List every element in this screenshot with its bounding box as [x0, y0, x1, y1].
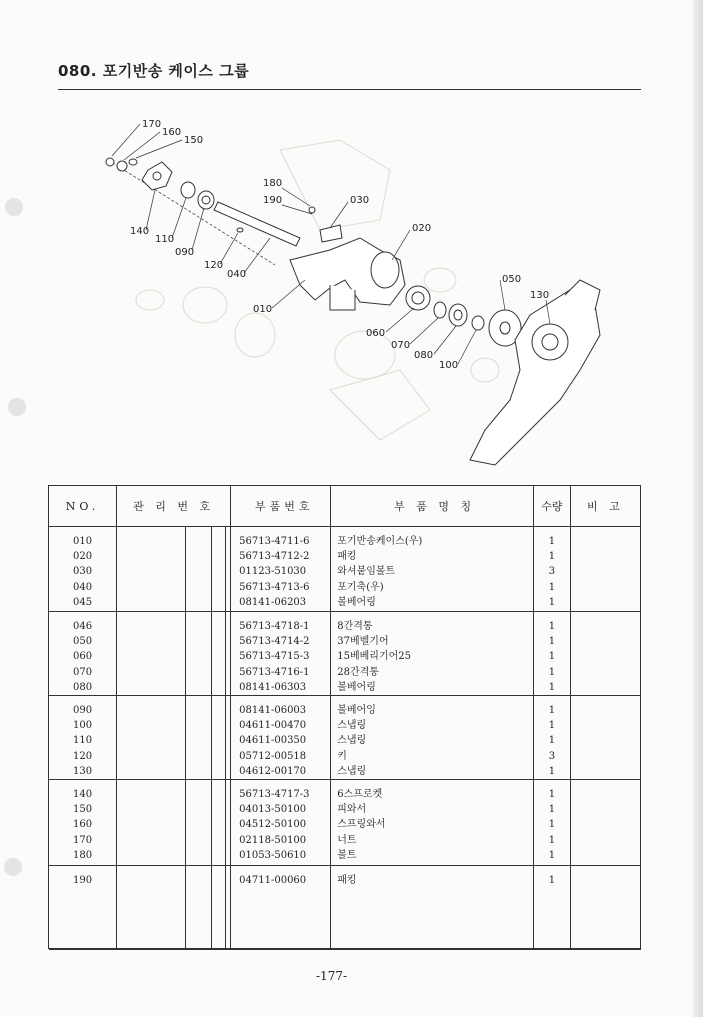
cell-line: 56713-4711-6 — [239, 536, 310, 547]
cell-line: 볼트 — [337, 849, 357, 861]
exploded-parts-diagram — [100, 110, 620, 480]
part-number-cell — [231, 780, 331, 866]
binder-hole — [5, 198, 23, 216]
part-number-cell — [231, 612, 331, 696]
cell-line: 1 — [548, 789, 556, 800]
quantity-cell — [533, 612, 570, 696]
cell-line: 01123-51030 — [239, 566, 307, 578]
cell-line: 1 — [548, 875, 556, 886]
remarks-cell — [570, 780, 640, 866]
cell-line: 1 — [548, 720, 556, 732]
part-name-cell — [331, 527, 534, 612]
cell-line: 110 — [72, 735, 93, 747]
callout-190: 190 — [263, 195, 283, 206]
cell-line: 패킹 — [337, 551, 357, 563]
header-management-number: 관 리 번 호 — [117, 486, 231, 527]
header-no: NO. — [49, 486, 117, 527]
cell-line: 050 — [72, 636, 93, 648]
callout-080: 080 — [414, 350, 434, 361]
cell-line: 56713-4715-3 — [239, 651, 310, 663]
cell-line: 1 — [548, 636, 556, 648]
cell-line: 140 — [72, 789, 93, 800]
callout-130: 130 — [530, 290, 550, 301]
cell-line: 3 — [548, 750, 556, 762]
cell-line: 1 — [548, 849, 556, 861]
callout-180: 180 — [263, 178, 283, 189]
cell-line: 130 — [72, 765, 93, 777]
cell-line: 1 — [548, 705, 556, 716]
cell-line: 3 — [548, 566, 556, 578]
transport-case — [290, 207, 405, 310]
part-no-cell — [49, 612, 117, 696]
cell-line: 56713-4717-3 — [239, 789, 310, 800]
right-casting — [470, 280, 600, 465]
table-filler-row — [49, 949, 641, 950]
cell-line: 37베벨기어 — [337, 636, 389, 648]
cell-line: 160 — [72, 819, 93, 831]
callout-140: 140 — [130, 226, 150, 237]
cell-line: 1 — [548, 581, 556, 593]
callout-010: 010 — [253, 304, 273, 315]
header-part-number: 부품번호 — [231, 486, 331, 527]
cell-line: 56713-4718-1 — [239, 621, 310, 632]
management-number-cell — [117, 527, 231, 612]
cell-line: 05712-00518 — [239, 750, 307, 762]
cell-line: 1 — [548, 621, 556, 632]
cell-line: 스냅링 — [337, 765, 367, 777]
cell-line: 볼베어잉 — [337, 705, 376, 716]
part-name-cell — [331, 612, 534, 696]
cell-line: 1 — [548, 536, 556, 547]
part-no-cell — [49, 696, 117, 780]
cell-line: 너트 — [337, 834, 357, 846]
cell-line: 패킹 — [337, 875, 357, 886]
cell-line: 04611-00470 — [239, 720, 307, 732]
cell-line: 120 — [72, 750, 93, 762]
cell-line: 08141-06303 — [239, 681, 307, 693]
cell-line: 060 — [72, 651, 93, 663]
callout-070: 070 — [391, 340, 411, 351]
callout-100: 100 — [439, 360, 459, 371]
cell-line: 포기축(우) — [337, 581, 384, 593]
parts-table — [48, 485, 641, 950]
cell-line: 04711-00060 — [239, 875, 307, 886]
table-group-row — [49, 527, 641, 612]
cell-line: 1 — [548, 666, 556, 678]
cell-line: 피와서 — [337, 804, 367, 816]
binder-hole — [4, 858, 22, 876]
cell-line: 090 — [72, 705, 93, 716]
part-name-cell — [331, 696, 534, 780]
cell-line: 스냅링 — [337, 720, 367, 732]
cell-line: 1 — [548, 765, 556, 777]
callout-150: 150 — [184, 135, 204, 146]
cell-line: 010 — [72, 536, 93, 547]
page-edge — [693, 0, 703, 1017]
cell-line: 스프링와서 — [337, 819, 386, 831]
cell-line: 56713-4712-2 — [239, 551, 310, 563]
part-number-cell — [231, 527, 331, 612]
cell-line: 1 — [548, 681, 556, 693]
cell-line: 1 — [548, 735, 556, 747]
title-divider — [58, 89, 641, 90]
cell-line: 1 — [548, 819, 556, 831]
cell-line: 1 — [548, 804, 556, 816]
gear-train — [406, 286, 521, 346]
part-number-cell — [231, 696, 331, 780]
table-group-row — [49, 780, 641, 866]
cell-line: 15베베리기어25 — [337, 651, 411, 663]
cell-line: 1 — [548, 551, 556, 563]
remarks-cell — [570, 696, 640, 780]
table-header-row — [49, 486, 641, 527]
cell-line: 020 — [72, 551, 93, 563]
cell-line: 볼베어링 — [337, 681, 376, 693]
page-number: -177- — [316, 969, 348, 983]
cell-line: 180 — [72, 849, 93, 861]
callout-160: 160 — [162, 127, 182, 138]
remarks-cell — [570, 527, 640, 612]
cell-line: 1 — [548, 834, 556, 846]
callout-170: 170 — [142, 119, 162, 130]
cell-line: 56713-4714-2 — [239, 636, 310, 648]
cell-line: 046 — [72, 621, 93, 632]
part-number-cell — [231, 866, 331, 949]
callout-090: 090 — [175, 247, 195, 258]
cell-line: 28간격통 — [337, 666, 379, 678]
management-number-cell — [117, 866, 231, 949]
callout-060: 060 — [366, 328, 386, 339]
callout-020: 020 — [412, 223, 432, 234]
page-title: 080. 포기반송 케이스 그룹 — [58, 62, 250, 80]
table-group-row — [49, 696, 641, 780]
part-no-cell — [49, 866, 117, 949]
cell-line: 04611-00350 — [239, 735, 307, 747]
cell-line: 1 — [548, 596, 556, 608]
callout-120: 120 — [204, 260, 224, 271]
quantity-cell — [533, 696, 570, 780]
cell-line: 8간격통 — [337, 621, 373, 632]
quantity-cell — [533, 527, 570, 612]
cell-line: 08141-06203 — [239, 596, 307, 608]
header-part-name: 부 품 명 칭 — [331, 486, 534, 527]
cell-line: 080 — [72, 681, 93, 693]
cell-line: 1 — [548, 651, 556, 663]
binder-hole — [8, 398, 26, 416]
cell-line: 56713-4716-1 — [239, 666, 310, 678]
management-number-cell — [117, 696, 231, 780]
management-number-cell — [117, 612, 231, 696]
cell-line: 190 — [72, 875, 93, 886]
cell-line: 키 — [337, 750, 347, 762]
part-no-cell — [49, 780, 117, 866]
header-quantity: 수량 — [533, 486, 570, 527]
cell-line: 02118-50100 — [239, 834, 307, 846]
cell-line: 030 — [72, 566, 93, 578]
cell-line: 6스프로켓 — [337, 789, 383, 800]
remarks-cell — [570, 866, 640, 949]
cell-line: 045 — [72, 596, 93, 608]
callout-030: 030 — [350, 195, 370, 206]
cell-line: 04612-00170 — [239, 765, 307, 777]
cell-line: 100 — [72, 720, 93, 732]
cell-line: 01053-50610 — [239, 849, 307, 861]
quantity-cell — [533, 866, 570, 949]
cell-line: 08141-06003 — [239, 705, 307, 716]
cell-line: 170 — [72, 834, 93, 846]
cell-line: 와셔붙임볼트 — [337, 566, 396, 578]
callout-labels — [112, 119, 550, 371]
header-remarks: 비 고 — [570, 486, 640, 527]
cell-line: 150 — [72, 804, 93, 816]
remarks-cell — [570, 612, 640, 696]
part-name-cell — [331, 780, 534, 866]
callout-050: 050 — [502, 274, 522, 285]
callout-110: 110 — [155, 234, 175, 245]
cell-line: 스냅링 — [337, 735, 367, 747]
cell-line: 볼베어링 — [337, 596, 376, 608]
quantity-cell — [533, 780, 570, 866]
table-group-row — [49, 612, 641, 696]
part-no-cell — [49, 527, 117, 612]
cell-line: 070 — [72, 666, 93, 678]
callout-040: 040 — [227, 269, 247, 280]
cell-line: 04013-50100 — [239, 804, 307, 816]
table-group-row — [49, 866, 641, 949]
cell-line: 56713-4713-6 — [239, 581, 310, 593]
cell-line: 포기반송케이스(우) — [337, 536, 423, 547]
cell-line: 040 — [72, 581, 93, 593]
part-name-cell — [331, 866, 534, 949]
cell-line: 04512-50100 — [239, 819, 307, 831]
management-number-cell — [117, 780, 231, 866]
